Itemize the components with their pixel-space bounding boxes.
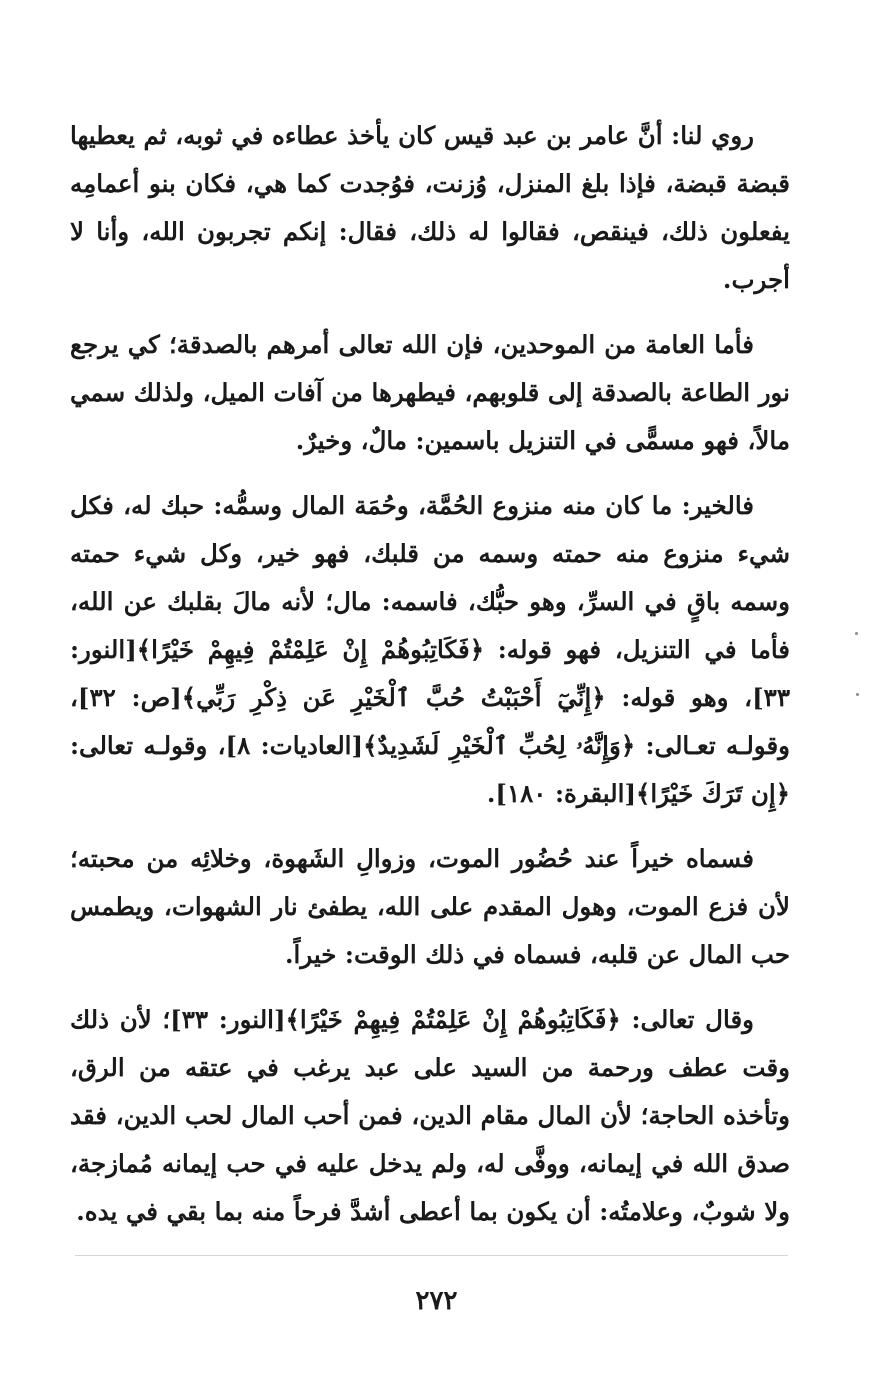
scan-speck bbox=[856, 693, 859, 696]
paragraph-4: فسماه خيراً عند حُضُور الموت، وزوالِ الشَهوة، وخلائِه من محبته؛ لأن فزع الموت، وهول المقدم على الله، يطفئ نار الشهوات، ويطمس حب المال عن قلبه، فسماه في ذلك الوقت: خيراً. bbox=[70, 844, 790, 969]
page-number: ٢٧٢ bbox=[415, 1286, 458, 1316]
scan-speck bbox=[855, 632, 858, 635]
paragraph-1: روي لنا: أنَّ عامر بن عبد قيس كان يأخذ عطاءه في ثوبه، ثم يعطيها قبضة قبضة، فإذا بلغ المنزل، وُزنت، فوُجدت كما هي، فكان بنو أعمامِه يفعلون ذلك، فينقص، فقالوا له ذلك، فقال: إنكم تجربون الله، وأنا لا أجرب. bbox=[70, 121, 790, 294]
paragraph-2: فأما العامة من الموحدين، فإن الله تعالى أمرهم بالصدقة؛ كي يرجع نور الطاعة بالصدقة إلى قلوبهم، فيطهرها من آفات الميل، ولذلك سمي مالاً، فهو مسمًّى في التنزيل باسمين: مالٌ، وخيرٌ. bbox=[70, 330, 790, 455]
footer-divider bbox=[75, 1255, 788, 1256]
paragraph-5: وقال تعالى: ﴿فَكَاتِبُوهُمْ إِنْ عَلِمْتُمْ فِيهِمْ خَيْرًا﴾[النور: ٣٣]؛ لأن ذلك وقت عطف ورحمة من السيد على عبد يرغب في عتقه من الرق، وتأخذه الحاجة؛ لأن المال مقام الدين، فمن أحب المال لحب الدين، فقد صدق الله في إيمانه، ووفَّى له، ولم يدخل عليه في حب إيمانه مُمازجة، ولا شوبٌ، وعلامتُه: أن يكون بما أعطى أشدَّ فرحاً منه بما بقي في يده. bbox=[70, 1005, 790, 1226]
paragraph-3: فالخير: ما كان منه منزوع الحُمَّة، وحُمَة المال وسمُّه: حبك له، فكل شيء منزوع منه حمته وسمه من قلبك، فهو خير، وكل شيء حمته وسمه باقٍ في السرِّ، وهو حبُّك، فاسمه: مال؛ لأنه مالَ بقلبك عن الله، فأما في التنزيل، فهو قوله: ﴿فَكَاتِبُوهُمْ إِنْ عَلِمْتُمْ فِيهِمْ خَيْرًا﴾[النور: ٣٣]، وهو قوله: ﴿إِنِّيٓ أَحْبَبْتُ حُبَّ ٱلْخَيْرِ عَن ذِكْرِ رَبِّي﴾[ص: ٣٢]، وقولـه تعـالى: ﴿وَإِنَّهُۥ لِحُبِّ ٱلْخَيْرِ لَشَدِيدٌ﴾[العاديات: ٨]، وقولـه تعالى: ﴿إِن تَرَكَ خَيْرًا﴾[البقرة: ١٨٠]. bbox=[70, 491, 790, 808]
page-body bbox=[70, 112, 790, 1253]
